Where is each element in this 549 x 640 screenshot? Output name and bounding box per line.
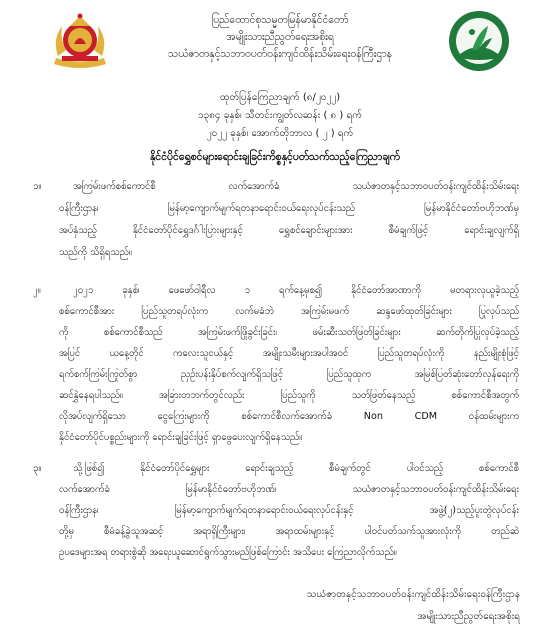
paragraph-line: သို့ဖြစ်၍ နိုင်ငံတော်ပိုင်ရွှေများ ရောင်းချသည့် စီမံချက်တွင် ပါဝင်သည့် စစ်ကောင်စီ — [73, 463, 519, 474]
signature-government: အမျိုးသားညီညွတ်ရေးအစိုးရ — [417, 611, 520, 622]
paragraph-line: အပြင် ယနေ့တိုင် ကလေးသူငယ်နှင့် အမျိုးသမီးများအပါအဝင် ပြည်သူတရပ်လုံးကို နည်းမျိုးစုံဖြင့် — [59, 348, 519, 359]
paragraph-line: အကြမ်းဖက်စစ်ကောင်စီ လက်အောက်ခံ သယံဇာတနှင့်သဘာဝပတ်ဝန်းကျင်ထိန်းသိမ်းရေး — [73, 181, 519, 192]
state-emblem-icon — [48, 10, 112, 72]
paragraph-line: ရက်စက်ကြမ်းကြုတ်စွာ ညှဉ်းပန်းနှိပ်စက်လျက်ရှိသဖြင့် ပြည်သူထုက အမြစ်ပြတ်ဆုံးတော်လှန်ရေးကို — [59, 369, 519, 380]
myanmar-date: ၁၃၈၄ ခုနှစ်၊ သီတင်းကျွတ်လဆန်း ( ၈ ) ရက် — [197, 110, 363, 121]
paragraph-line: လိုအပ်လျက်ရှိသော ငွေကြေးများကို စစ်ကောင်စီလက်အောက်ခံ Non CDM ဝန်ထမ်းများက — [59, 411, 519, 422]
paragraph-line: စစ်ကောင်စီအား ပြည်သူတရပ်လုံးက လက်မခံဘဲ အကြမ်းမဖက် ဆန္ဒဖော်ထုတ်ခြင်းများ ပြုလုပ်သည် — [59, 306, 519, 317]
header-country: ပြည်ထောင်စုသမ္မတမြန်မာနိုင်ငံတော် — [211, 14, 349, 26]
header-ministry: သယံဇာတနှင့်သဘာဝပတ်ဝန်းကျင်ထိန်းသိမ်းရေးဝန်ကြီးဌာန — [168, 48, 392, 60]
paragraph-number: ၁။ — [33, 181, 42, 192]
paragraph-line: တို့မှ စီမံခန့်ခွဲသူအဆင့် အရာရှိကြီးများ၊ အရာထမ်းများနှင့် ပါဝင်ပတ်သက်သူအားလုံးကို တည်ဆဲ — [59, 526, 519, 537]
paragraph-line: ဆင်နွှဲနေရပါသည်။ အခြားတဘက်တွင်လည်း ပြည်သူကို သတ်ဖြတ်နေသည့် စစ်ကောင်စီအတွက် — [59, 390, 519, 401]
announcement-title: နိုင်ငံပိုင်ရွှေစင်များရောင်းချခြင်းကိစ္စနှင့်ပတ်သက်သည့်ကြေညာချက် — [149, 151, 401, 163]
paragraph-line: ဥပဒေများအရ တရားစွဲဆို အရေးယူဆောင်ရွက်သွားမည်ဖြစ်ကြောင်း အသိပေး ကြေညာလိုက်သည်။ — [59, 547, 397, 558]
paragraph-line: သည်ကို သိရှိရသည်။ — [59, 247, 132, 258]
signature-ministry: သယံဇာတနှင့်သဘာဝပတ်ဝန်းကျင်ထိန်းသိမ်းရေးဝန်ကြီးဌာန — [306, 589, 520, 600]
ministry-seal-icon — [448, 10, 510, 72]
paragraph-line: အပ်နှံသည့် နိုင်ငံတော်ပိုင်ရွှေဒင်္ဂါးပြားများနှင့် ရွှေစင်ချောင်းများအား စီမံချက်ဖြင့် ရောင်းချလျက်ရှိ — [59, 225, 519, 236]
paragraph-line: ၂၀၂၁ ခုနှစ်၊ ဖေဖော်ဝါရီလ ၁ ရက်နေ့မှစ၍ နိုင်ငံတော်အာဏာကို မတရားလုယူခဲ့သည့် — [73, 285, 519, 296]
gregorian-date: ၂၀၂၂ ခုနှစ်၊ အောက်တိုဘာလ ( ၂ ) ရက် — [206, 128, 354, 139]
paragraph-number: ၂။ — [33, 285, 41, 296]
paragraph-line: နိုင်ငံတော်ပိုင်ပစ္စည်းများကို ရောင်းချခြင်းဖြင့် ရှာဖွေပေးလျက်ရှိနေသည်။ — [59, 432, 303, 443]
header-government: အမျိုးသားညီညွတ်ရေးအစိုးရ — [226, 31, 334, 43]
paragraph-line: ကို စစ်ကောင်စီသည် အကြမ်းဖက်ဖြိုခွင်းခြင်း၊ ဖမ်းဆီးသတ်ဖြတ်ခြင်းများ ဆက်တိုက်ပြုလုပ်ခဲ့သည့် — [59, 327, 519, 338]
paragraph-line: ဝန်ကြီးဌာန၊ မြန်မာ့ကျောက်မျက်ရတနာရောင်းဝယ်ရေးလုပ်ငန်းသည် မြန်မာနိုင်ငံတော်ဗဟိုဘဏ်မှ — [59, 203, 519, 214]
paragraph-number: ၃။ — [33, 463, 42, 474]
paragraph-line: လက်အောက်ခံ မြန်မာနိုင်ငံတော်ဗဟိုဘဏ်၊ သယံဇာတနှင့်သဘာဝပတ်ဝန်းကျင်ထိန်းသိမ်းရေး — [59, 484, 519, 495]
paragraph-line: ဝန်ကြီးဌာန၊ မြန်မာ့ကျောက်မျက်ရတနာရောင်းဝယ်ရေးလုပ်ငန်းနှင့် အဖွဲ့(၂)သည့်ပူးတွဲလုပ်ငန်း — [59, 505, 519, 516]
announcement-number: ထုတ်ပြန်ကြေညာချက် (၈/၂၀၂၂) — [219, 92, 341, 103]
